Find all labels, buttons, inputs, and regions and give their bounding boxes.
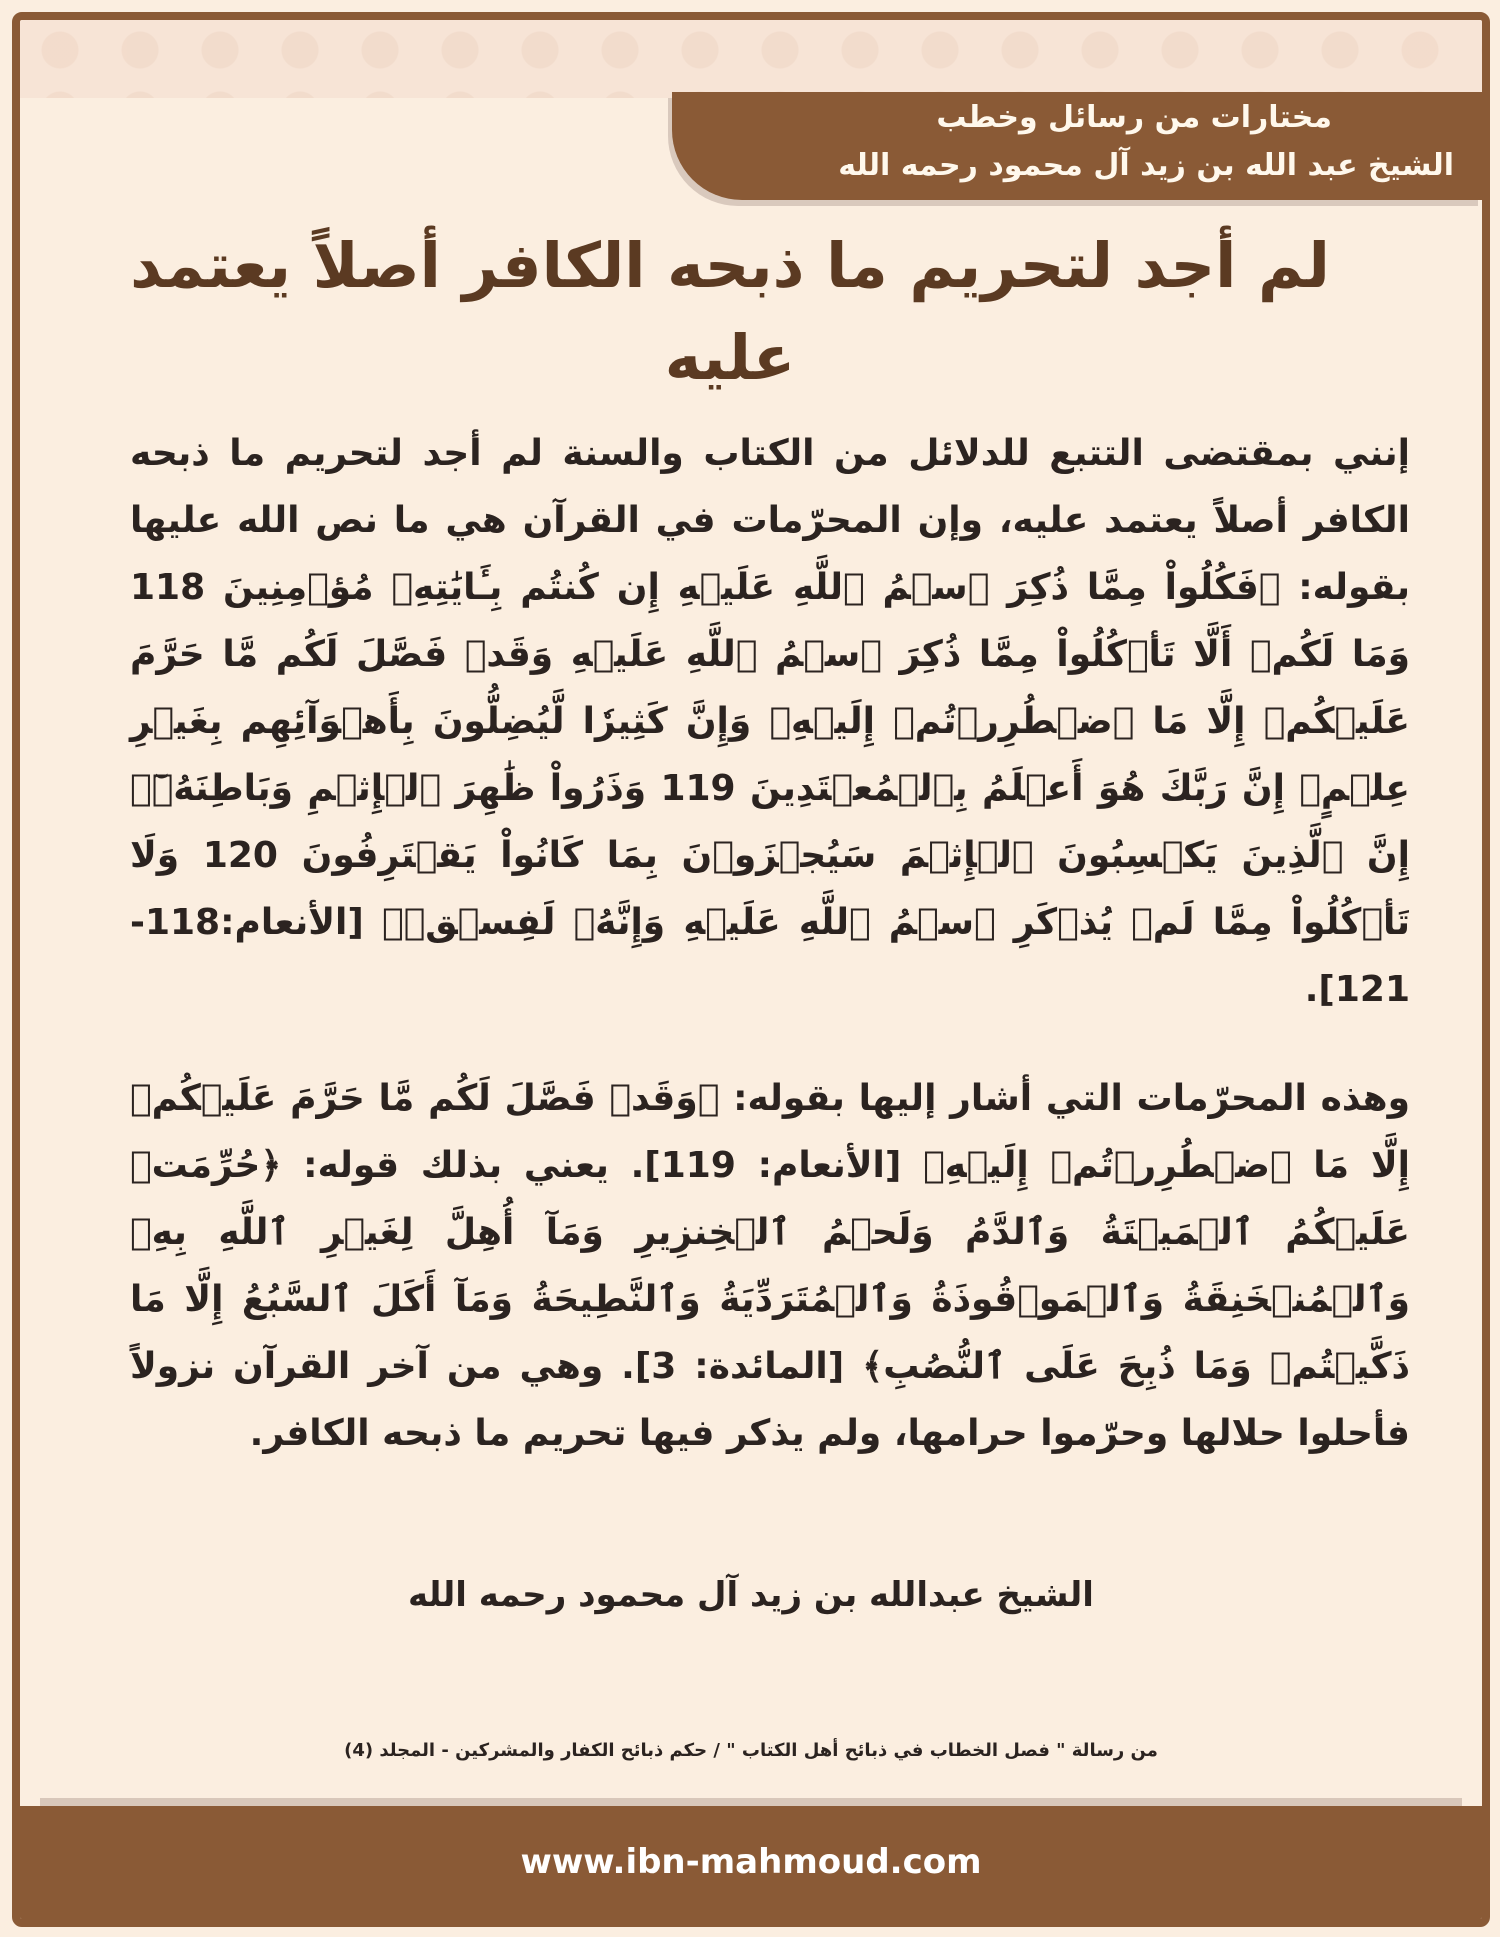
series-author: الشيخ عبد الله بن زيد آل محمود رحمه الله (838, 148, 1454, 183)
page-frame (12, 12, 1490, 1927)
divider (40, 1798, 1462, 1806)
body-paragraph-2: وهذه المحرّمات التي أشار إليها بقوله: ﴿وَقَدۡ فَصَّلَ لَكُم مَّا حَرَّمَ عَلَيۡكُمۡ إِلَّا مَا ٱضۡطُرِرۡتُمۡ إِلَيۡهِ﴾ [الأنعام: 119]. يعني بذلك قوله: ﴿حُرِّمَتۡ عَلَيۡكُمُ ٱلۡمَيۡتَةُ وَٱلدَّمُ وَلَحۡمُ ٱلۡخِنزِيرِ وَمَآ أُهِلَّ لِغَيۡرِ ٱللَّهِ بِهِۦ وَٱلۡمُنۡخَنِقَةُ وَٱلۡمَوۡقُوذَةُ وَٱلۡمُتَرَدِّيَةُ وَٱلنَّطِيحَةُ وَمَآ أَكَلَ ٱلسَّبُعُ إِلَّا مَا ذَكَّيۡتُمۡ وَمَا ذُبِحَ عَلَى ٱلنُّصُبِ﴾ [المائدة: 3]. وهي من آخر القرآن نزولاً فأحلوا حلالها وحرّموا حرامها، ولم يذكر فيها تحريم ما ذبحه الكافر. (130, 1078, 1410, 1454)
website-link[interactable]: www.ibn-mahmoud.com (520, 1842, 982, 1882)
author-signature: الشيخ عبدالله بن زيد آل محمود رحمه الله (408, 1575, 1094, 1615)
series-title: مختارات من رسائل وخطب (936, 100, 1332, 135)
source-citation: من رسالة " فصل الخطاب في ذبائح أهل الكتاب " / حكم ذبائح الكفار والمشركين - المجلد (4) (344, 1740, 1158, 1761)
body-paragraph-1: إنني بمقتضى التتبع للدلائل من الكتاب والسنة لم أجد لتحريم ما ذبحه الكافر أصلاً يعتمد عليه، وإن المحرّمات في القرآن هي ما نص الله عليها بقوله: ﴿فَكُلُواْ مِمَّا ذُكِرَ ٱسۡمُ ٱللَّهِ عَلَيۡهِ إِن كُنتُم بِـَٔايَٰتِهِۦ مُؤۡمِنِينَ 118 وَمَا لَكُمۡ أَلَّا تَأۡكُلُواْ مِمَّا ذُكِرَ ٱسۡمُ ٱللَّهِ عَلَيۡهِ وَقَدۡ فَصَّلَ لَكُم مَّا حَرَّمَ عَلَيۡكُمۡ إِلَّا مَا ٱضۡطُرِرۡتُمۡ إِلَيۡهِۗ وَإِنَّ كَثِيرٗا لَّيُضِلُّونَ بِأَهۡوَآئِهِم بِغَيۡرِ عِلۡمٍۚ إِنَّ رَبَّكَ هُوَ أَعۡلَمُ بِٱلۡمُعۡتَدِينَ 119 وَذَرُواْ ظَٰهِرَ ٱلۡإِثۡمِ وَبَاطِنَهُۥٓۚ إِنَّ ٱلَّذِينَ يَكۡسِبُونَ ٱلۡإِثۡمَ سَيُجۡزَوۡنَ بِمَا كَانُواْ يَقۡتَرِفُونَ 120 وَلَا تَأۡكُلُواْ مِمَّا لَمۡ يُذۡكَرِ ٱسۡمُ ٱللَّهِ عَلَيۡهِ وَإِنَّهُۥ لَفِسۡقٞ﴾ [الأنعام:118-121]. (130, 433, 1411, 1010)
decorative-pattern (20, 20, 1482, 98)
header-band (672, 92, 1482, 200)
footer-band (20, 1806, 1482, 1919)
page-title: لم أجد لتحريم ما ذبحه الكافر أصلاً يعتمد عليه (130, 229, 1330, 394)
